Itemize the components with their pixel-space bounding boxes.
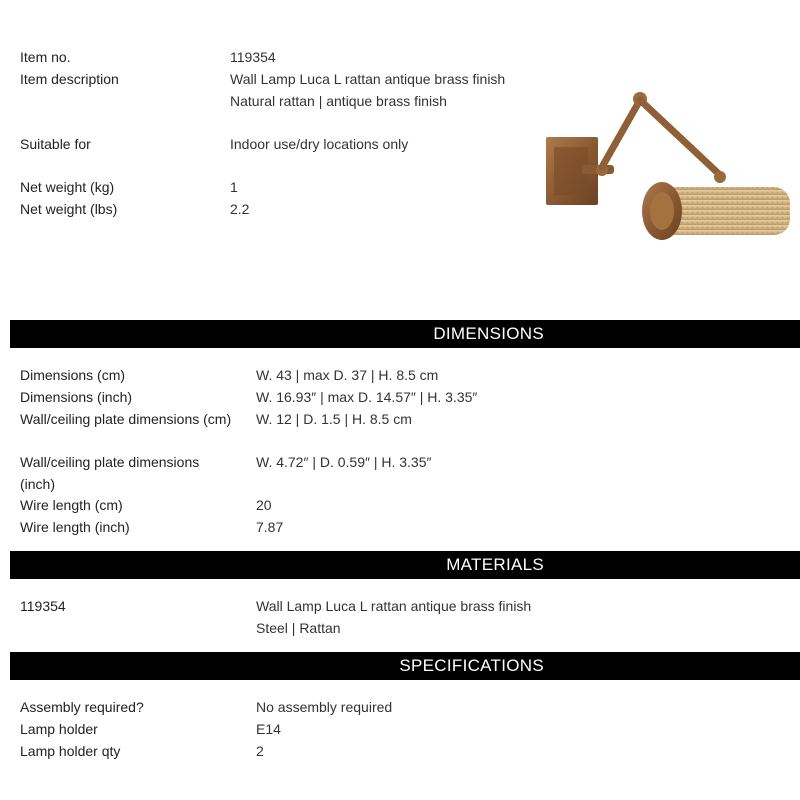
wall-lamp-image [540, 85, 795, 245]
suitable-for-value: Indoor use/dry locations only [230, 136, 409, 152]
net-weight-lbs-label: Net weight (lbs) [20, 201, 118, 217]
item-no-value: 119354 [230, 49, 276, 65]
materials-line1: Wall Lamp Luca L rattan antique brass finish [256, 598, 532, 614]
dimension-row-label: Wall/ceiling plate dimensions (inch) [20, 454, 200, 492]
specifications-header [10, 652, 800, 680]
item-description-label: Item description [20, 71, 119, 87]
lamp-arm [602, 100, 640, 167]
dimension-row-value: W. 16.93″ | max D. 14.57″ | H. 3.35″ [256, 389, 478, 405]
dimension-row-label: Wire length (cm) [20, 497, 123, 513]
spec-row-value: E14 [256, 721, 281, 737]
materials-header [10, 551, 800, 579]
dimension-row-label: Dimensions (inch) [20, 389, 133, 405]
suitable-for-label: Suitable for [20, 136, 91, 152]
dimension-row-value: 7.87 [256, 519, 284, 535]
dimension-row-label: Wall/ceiling plate dimensions (cm) [20, 411, 232, 427]
dimensions-header [10, 320, 800, 348]
spec-row-label: Assembly required? [20, 699, 144, 715]
net-weight-lbs-value: 2.2 [230, 201, 250, 217]
dimension-row-value: W. 43 | max D. 37 | H. 8.5 cm [256, 367, 439, 383]
item-description-line1: Wall Lamp Luca L rattan antique brass finish [230, 71, 506, 87]
net-weight-kg-label: Net weight (kg) [20, 179, 115, 195]
item-description-line2: Natural rattan | antique brass finish [230, 93, 447, 109]
materials-line2: Steel | Rattan [256, 620, 341, 636]
spec-row-value: 2 [256, 743, 264, 759]
spec-row-value: No assembly required [256, 699, 393, 715]
dimension-row-value: 20 [256, 497, 272, 513]
spec-row-label: Lamp holder qty [20, 743, 121, 759]
materials-title: MATERIALS [446, 555, 544, 574]
spec-row-label: Lamp holder [20, 721, 98, 737]
dimension-row-label: Dimensions (cm) [20, 367, 126, 383]
net-weight-kg-value: 1 [230, 179, 238, 195]
dimension-row-value: W. 4.72″ | D. 0.59″ | H. 3.35″ [256, 454, 432, 470]
materials-item-label: 119354 [20, 598, 66, 614]
specifications-title: SPECIFICATIONS [399, 656, 544, 675]
item-no-label: Item no. [20, 49, 71, 65]
dimension-row-label: Wire length (inch) [20, 519, 130, 535]
dimensions-title: DIMENSIONS [433, 324, 544, 343]
dimension-row-value: W. 12 | D. 1.5 | H. 8.5 cm [256, 411, 412, 427]
